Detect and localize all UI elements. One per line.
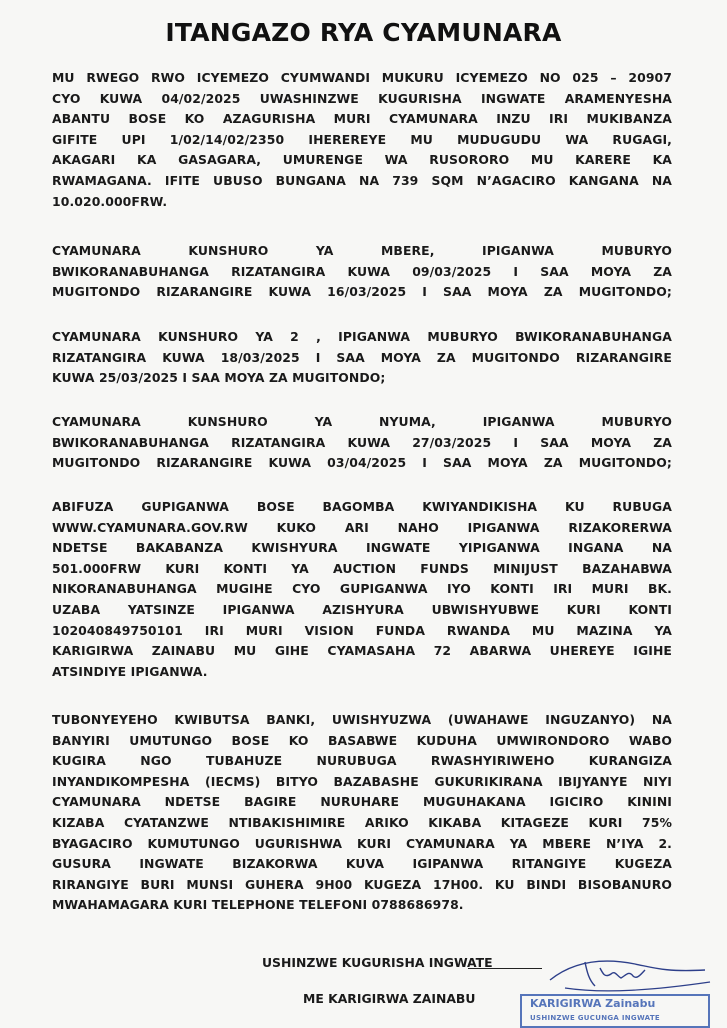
text-line: BWIKORANABUHANGA RIZATANGIRA KUWA 09/03/2025 I SAA MOYA ZA: [52, 263, 672, 279]
text-line: WWW.CYAMUNARA.GOV.RW KUKO ARI NAHO IPIGANWA RIZAKORERWA: [52, 519, 672, 535]
text-line: MUGITONDO RIZARANGIRE KUWA 16/03/2025 I SAA MOYA ZA MUGITONDO;: [52, 284, 672, 300]
paragraph-first-auction: [52, 241, 672, 303]
text-line: CYAMUNARA NDETSE BAGIRE NURUHARE MUGUHAKANA IGICIRO KININI: [52, 794, 672, 810]
text-line: 102040849750101 IRI MURI VISION FUNDA RWANDA MU MAZINA YA: [52, 622, 672, 638]
text-line: CYO KUWA 04/02/2025 UWASHINZWE KUGURISHA INGWATE ARAMENYESHA: [52, 90, 672, 106]
text-line: BANYIRI UMUTUNGO BOSE KO BASABWE KUDUHA UMWIRONDORO WABO: [52, 732, 672, 748]
paragraph-intro: [52, 68, 672, 212]
signature-line: [468, 968, 542, 969]
text-line: KARIGIRWA ZAINABU MU GIHE CYAMASAHA 72 ABARWA UHEREYE IGIHE: [52, 643, 672, 659]
signatory-role: USHINZWE KUGURISHA INGWATE: [262, 955, 493, 970]
text-line: CYAMUNARA KUNSHURO YA MBERE, IPIGANWA MUBURYO: [52, 243, 672, 258]
text-line: CYAMUNARA KUNSHURO YA NYUMA, IPIGANWA MUBURYO: [52, 414, 672, 429]
text-line: RIRANGIYE BURI MUNSI GUHERA 9H00 KUGEZA 17H00. KU BINDI BISOBANURO: [52, 876, 672, 892]
signatory-name: ME KARIGIRWA ZAINABU: [303, 991, 476, 1006]
text-line: UZABA YATSINZE IPIGANWA AZISHYURA UBWISHYUBWE KURI KONTI: [52, 601, 672, 617]
text-line: BYAGACIRO KUMUTUNGO UGURISHWA KURI CYAMUNARA YA MBERE N’IYA 2.: [52, 835, 672, 851]
document-title: ITANGAZO RYA CYAMUNARA: [165, 18, 562, 47]
text-line: KUWA 25/03/2025 I SAA MOYA ZA MUGITONDO;: [52, 370, 386, 386]
text-line: NDETSE BAKABANZA KWISHYURA INGWATE YIPIGANWA INGANA NA: [52, 540, 672, 556]
text-line: RWAMAGANA. IFITE UBUSO BUNGANA NA 739 SQM N’AGACIRO KANGANA NA: [52, 172, 672, 188]
text-line: MWAHAMAGARA KURI TELEPHONE TELEFONI 0788686978.: [52, 897, 464, 913]
text-line: ABIFUZA GUPIGANWA BOSE BAGOMBA KWIYANDIKISHA KU RUBUGA: [52, 499, 672, 514]
text-line: ATSINDIYE IPIGANWA.: [52, 663, 208, 679]
text-line: 501.000FRW KURI KONTI YA AUCTION FUNDS MINIJUST BAZAHABWA: [52, 560, 672, 576]
text-line: MUGITONDO RIZARANGIRE KUWA 03/04/2025 I SAA MOYA ZA MUGITONDO;: [52, 455, 672, 471]
text-line: RIZATANGIRA KUWA 18/03/2025 I SAA MOYA ZA MUGITONDO RIZARANGIRE: [52, 349, 672, 365]
official-stamp: [520, 994, 710, 1028]
text-line: KIZABA CYATANZWE NTIBAKISHIMIRE ARIKO KIKABA KITAGEZE KURI 75%: [52, 814, 672, 830]
text-line: GIFITE UPI 1/02/14/02/2350 IHEREREYE MU MUDUGUDU WA RUGAGI,: [52, 131, 672, 147]
text-line: MU RWEGO RWO ICYEMEZO CYUMWANDI MUKURU ICYEMEZO NO 025 – 20907: [52, 70, 672, 85]
text-line: AKAGARI KA GASAGARA, UMURENGE WA RUSORORO MU KARERE KA: [52, 152, 672, 168]
text-line: ABANTU BOSE KO AZAGURISHA MURI CYAMUNARA INZU IRI MUKIBANZA: [52, 111, 672, 127]
paragraph-last-auction: [52, 412, 672, 474]
text-line: NIKORANABUHANGA MUGIHE CYO GUPIGANWA IYO KONTI IRI MURI BK.: [52, 581, 672, 597]
text-line: KUGIRA NGO TUBAHUZE NURUBUGA RWASHYIRIWEHO KURANGIZA: [52, 753, 672, 769]
text-line: GUSURA INGWATE BIZAKORWA KUVA IGIPANWA RITANGIYE KUGEZA: [52, 856, 672, 872]
text-line: CYAMUNARA KUNSHURO YA 2 , IPIGANWA MUBURYO BWIKORANABUHANGA: [52, 329, 672, 344]
handwritten-signature: [545, 950, 715, 998]
text-line: BWIKORANABUHANGA RIZATANGIRA KUWA 27/03/2025 I SAA MOYA ZA: [52, 434, 672, 450]
stamp-name: KARIGIRWA Zainabu: [530, 997, 656, 1010]
paragraph-registration: [52, 497, 672, 682]
stamp-title: USHINZWE GUCUNGA INGWATE: [530, 1014, 661, 1022]
paragraph-notice: [52, 710, 672, 916]
text-line: 10.020.000FRW.: [52, 193, 168, 209]
paragraph-second-auction: [52, 327, 672, 389]
text-line: TUBONYEYEHO KWIBUTSA BANKI, UWISHYUZWA (UWAHAWE INGUZANYO) NA: [52, 712, 672, 727]
text-line: INYANDIKOMPESHA (IECMS) BITYO BAZABASHE GUKURIKIRANA IBIJYANYE NIYI: [52, 773, 672, 789]
